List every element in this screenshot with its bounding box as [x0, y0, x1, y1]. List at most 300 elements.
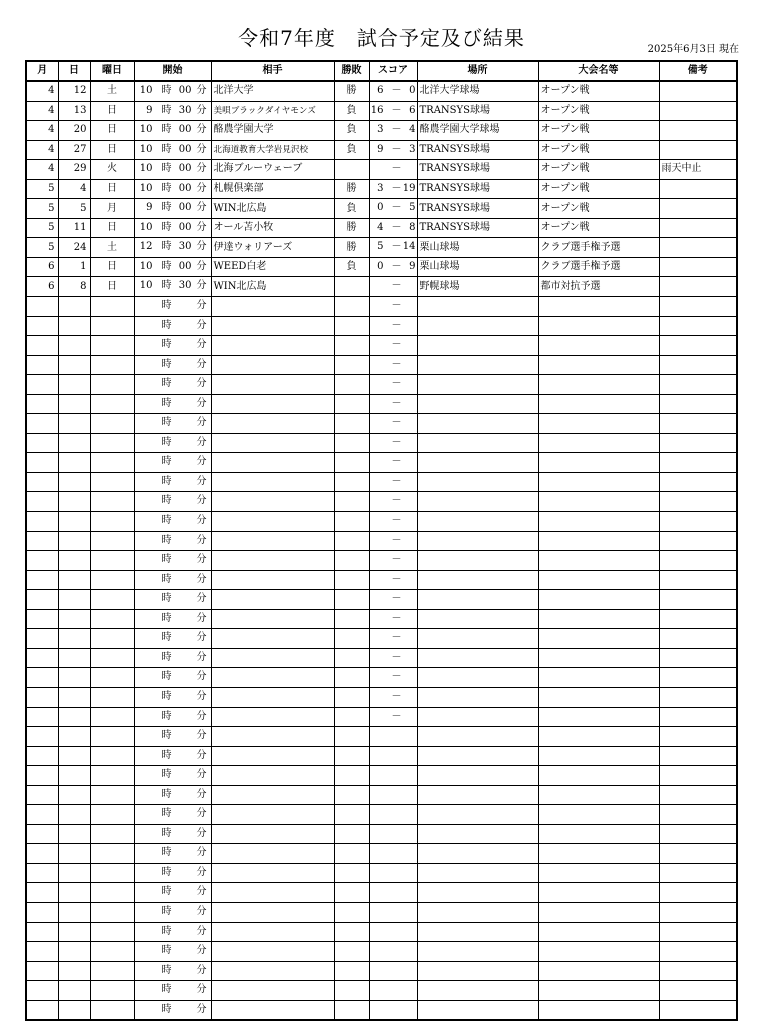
score-cell: [369, 902, 417, 922]
month-cell: [27, 824, 58, 844]
day-cell: [58, 355, 90, 375]
start-time-cell: [134, 668, 211, 688]
score-cell: [369, 981, 417, 1001]
opponent-cell: [211, 570, 334, 590]
score-cell: [369, 140, 417, 160]
opponent-cell: [211, 492, 334, 512]
month-cell: [27, 492, 58, 512]
result-cell: [334, 805, 369, 825]
start-minute: 30: [178, 241, 192, 253]
hour-label: 時: [161, 808, 172, 820]
day-cell: [58, 707, 90, 727]
note-cell: [659, 140, 736, 160]
start-minute: 00: [178, 143, 192, 155]
month-cell: [27, 336, 58, 356]
hour-label: 時: [161, 905, 172, 917]
weekday-cell: [90, 981, 134, 1001]
hour-label: 時: [161, 163, 172, 175]
minute-label: 分: [196, 475, 207, 487]
venue-cell: TRANSYS球場: [417, 199, 538, 219]
result-cell: 勝: [334, 81, 369, 101]
weekday-cell: [90, 609, 134, 629]
opponent-cell: 伊達ウォリアーズ: [211, 238, 334, 258]
score-cell: [369, 766, 417, 786]
event-cell: オープン戦: [538, 140, 659, 160]
venue-cell: [417, 648, 538, 668]
score-left: 3: [377, 182, 384, 194]
score-cell: [369, 316, 417, 336]
table-row: [27, 961, 736, 981]
table-row: [27, 687, 736, 707]
hour-label: 時: [161, 534, 172, 546]
hour-label: 時: [161, 300, 172, 312]
venue-cell: [417, 844, 538, 864]
note-cell: [659, 629, 736, 649]
score-dash: －: [391, 397, 402, 409]
month-cell: 4: [27, 140, 58, 160]
table-row: [27, 805, 736, 825]
score-left: 4: [377, 221, 384, 233]
month-cell: [27, 453, 58, 473]
event-cell: オープン戦: [538, 199, 659, 219]
minute-label: 分: [196, 573, 207, 585]
score-cell: [369, 609, 417, 629]
table-row: [27, 609, 736, 629]
opponent-cell: [211, 453, 334, 473]
start-time-cell: [134, 746, 211, 766]
month-cell: [27, 668, 58, 688]
opponent-cell: [211, 648, 334, 668]
score-left: 0: [377, 202, 384, 214]
month-cell: 5: [27, 238, 58, 258]
day-cell: 27: [58, 140, 90, 160]
venue-cell: [417, 590, 538, 610]
event-cell: [538, 316, 659, 336]
minute-label: 分: [196, 827, 207, 839]
note-cell: [659, 746, 736, 766]
venue-cell: [417, 981, 538, 1001]
schedule-table: [27, 62, 736, 1019]
hour-label: 時: [161, 515, 172, 527]
result-cell: 負: [334, 101, 369, 121]
score-right: 5: [409, 202, 416, 214]
day-cell: [58, 472, 90, 492]
note-cell: [659, 297, 736, 317]
note-cell: [659, 512, 736, 532]
note-cell: [659, 805, 736, 825]
result-cell: [334, 824, 369, 844]
event-cell: オープン戦: [538, 121, 659, 141]
venue-cell: [417, 746, 538, 766]
event-cell: [538, 687, 659, 707]
score-dash: －: [391, 573, 402, 585]
table-row: [27, 81, 736, 101]
weekday-cell: [90, 453, 134, 473]
opponent-cell: 酪農学園大学: [211, 121, 334, 141]
day-cell: [58, 375, 90, 395]
weekday-cell: [90, 433, 134, 453]
start-time-cell: [134, 160, 211, 180]
result-cell: [334, 453, 369, 473]
weekday-cell: [90, 902, 134, 922]
schedule-sheet: [25, 60, 738, 1021]
day-cell: [58, 902, 90, 922]
month-cell: [27, 746, 58, 766]
score-left: 16: [370, 104, 384, 116]
month-cell: [27, 316, 58, 336]
note-cell: [659, 179, 736, 199]
day-cell: [58, 668, 90, 688]
table-row: [27, 1000, 736, 1019]
hour-label: 時: [161, 730, 172, 742]
opponent-cell: [211, 590, 334, 610]
weekday-cell: [90, 355, 134, 375]
venue-cell: [417, 961, 538, 981]
month-cell: [27, 922, 58, 942]
result-cell: [334, 492, 369, 512]
weekday-cell: 日: [90, 179, 134, 199]
start-time-cell: [134, 121, 211, 141]
score-dash: －: [391, 280, 402, 292]
day-cell: 13: [58, 101, 90, 121]
weekday-cell: [90, 961, 134, 981]
weekday-cell: [90, 394, 134, 414]
start-time-cell: [134, 238, 211, 258]
weekday-cell: [90, 863, 134, 883]
table-row: [27, 512, 736, 532]
table-row: [27, 453, 736, 473]
minute-label: 分: [196, 241, 207, 253]
result-cell: [334, 785, 369, 805]
month-cell: [27, 961, 58, 981]
weekday-cell: [90, 1000, 134, 1019]
table-row: [27, 746, 736, 766]
weekday-cell: 日: [90, 257, 134, 277]
note-cell: [659, 121, 736, 141]
day-cell: [58, 590, 90, 610]
score-dash: －: [391, 436, 402, 448]
hour-label: 時: [161, 749, 172, 761]
venue-cell: [417, 824, 538, 844]
start-minute: 30: [178, 104, 192, 116]
opponent-cell: [211, 1000, 334, 1019]
day-cell: [58, 336, 90, 356]
result-cell: [334, 590, 369, 610]
venue-cell: 酪農学園大学球場: [417, 121, 538, 141]
opponent-cell: [211, 863, 334, 883]
result-cell: [334, 277, 369, 297]
table-row: [27, 218, 736, 238]
table-row: [27, 727, 736, 747]
opponent-cell: [211, 785, 334, 805]
opponent-cell: [211, 472, 334, 492]
hour-label: 時: [161, 827, 172, 839]
weekday-cell: [90, 531, 134, 551]
score-cell: [369, 218, 417, 238]
score-cell: [369, 453, 417, 473]
table-row: [27, 981, 736, 1001]
table-row: [27, 121, 736, 141]
minute-label: 分: [196, 847, 207, 859]
note-cell: [659, 668, 736, 688]
minute-label: 分: [196, 300, 207, 312]
opponent-cell: [211, 297, 334, 317]
note-cell: [659, 1000, 736, 1019]
score-dash: －: [391, 632, 402, 644]
opponent-cell: [211, 844, 334, 864]
note-cell: [659, 199, 736, 219]
venue-cell: 北洋大学球場: [417, 81, 538, 101]
hour-label: 時: [161, 573, 172, 585]
day-cell: 8: [58, 277, 90, 297]
opponent-cell: 北海道教育大学岩見沢校: [211, 140, 334, 160]
table-row: [27, 336, 736, 356]
minute-label: 分: [196, 319, 207, 331]
event-cell: [538, 961, 659, 981]
start-time-cell: [134, 101, 211, 121]
score-cell: [369, 551, 417, 571]
weekday-cell: [90, 551, 134, 571]
result-cell: [334, 942, 369, 962]
minute-label: 分: [196, 85, 207, 96]
score-right: 19: [402, 182, 416, 194]
minute-label: 分: [196, 339, 207, 351]
table-row: [27, 433, 736, 453]
result-cell: [334, 531, 369, 551]
opponent-cell: [211, 746, 334, 766]
score-dash: －: [391, 690, 402, 702]
month-cell: [27, 551, 58, 571]
weekday-cell: [90, 922, 134, 942]
weekday-cell: 火: [90, 160, 134, 180]
score-left: 9: [377, 143, 384, 155]
hour-label: 時: [161, 886, 172, 898]
venue-cell: [417, 492, 538, 512]
note-cell: [659, 218, 736, 238]
start-hour: 12: [139, 241, 153, 253]
month-cell: 4: [27, 101, 58, 121]
score-dash: －: [391, 378, 402, 390]
score-cell: [369, 199, 417, 219]
note-cell: [659, 551, 736, 571]
note-cell: [659, 961, 736, 981]
score-dash: －: [391, 221, 402, 233]
day-cell: [58, 453, 90, 473]
minute-label: 分: [196, 143, 207, 155]
note-cell: [659, 355, 736, 375]
score-dash: －: [391, 358, 402, 370]
score-cell: [369, 629, 417, 649]
opponent-cell: WIN北広島: [211, 199, 334, 219]
result-cell: [334, 668, 369, 688]
hour-label: 時: [161, 690, 172, 702]
note-cell: [659, 257, 736, 277]
hour-label: 時: [161, 202, 172, 214]
col-event: 大会名等: [538, 62, 659, 81]
hour-label: 時: [161, 964, 172, 976]
table-row: [27, 648, 736, 668]
month-cell: [27, 707, 58, 727]
event-cell: [538, 629, 659, 649]
minute-label: 分: [196, 651, 207, 663]
start-hour: 10: [139, 163, 153, 175]
note-cell: [659, 883, 736, 903]
minute-label: 分: [196, 495, 207, 507]
weekday-cell: [90, 297, 134, 317]
start-time-cell: [134, 1000, 211, 1019]
day-cell: [58, 785, 90, 805]
start-time-cell: [134, 433, 211, 453]
event-cell: [538, 472, 659, 492]
minute-label: 分: [196, 710, 207, 722]
result-cell: [334, 687, 369, 707]
day-cell: [58, 433, 90, 453]
opponent-cell: [211, 512, 334, 532]
note-cell: [659, 394, 736, 414]
day-cell: [58, 414, 90, 434]
month-cell: [27, 648, 58, 668]
event-cell: オープン戦: [538, 101, 659, 121]
start-time-cell: [134, 727, 211, 747]
event-cell: [538, 727, 659, 747]
table-row: [27, 101, 736, 121]
minute-label: 分: [196, 749, 207, 761]
weekday-cell: 日: [90, 121, 134, 141]
minute-label: 分: [196, 632, 207, 644]
event-cell: [538, 531, 659, 551]
start-time-cell: [134, 394, 211, 414]
start-time-cell: [134, 453, 211, 473]
score-cell: [369, 238, 417, 258]
score-cell: [369, 570, 417, 590]
venue-cell: [417, 375, 538, 395]
start-time-cell: [134, 472, 211, 492]
hour-label: 時: [161, 378, 172, 390]
start-time-cell: [134, 570, 211, 590]
event-cell: [538, 433, 659, 453]
start-time-cell: [134, 863, 211, 883]
weekday-cell: [90, 707, 134, 727]
start-time-cell: [134, 883, 211, 903]
col-result: 勝敗: [334, 62, 369, 81]
event-cell: [538, 355, 659, 375]
result-cell: [334, 746, 369, 766]
month-cell: 6: [27, 277, 58, 297]
venue-cell: [417, 316, 538, 336]
month-cell: [27, 512, 58, 532]
venue-cell: [417, 668, 538, 688]
minute-label: 分: [196, 1003, 207, 1015]
score-cell: [369, 277, 417, 297]
event-cell: オープン戦: [538, 218, 659, 238]
score-cell: [369, 648, 417, 668]
event-cell: クラブ選手権予選: [538, 257, 659, 277]
note-cell: [659, 101, 736, 121]
score-right: 6: [409, 104, 416, 116]
score-dash: －: [391, 515, 402, 527]
day-cell: [58, 746, 90, 766]
score-cell: [369, 355, 417, 375]
start-time-cell: [134, 297, 211, 317]
venue-cell: 栗山球場: [417, 238, 538, 258]
minute-label: 分: [196, 730, 207, 742]
score-cell: [369, 942, 417, 962]
opponent-cell: [211, 766, 334, 786]
start-hour: 10: [139, 182, 153, 194]
start-minute: 00: [178, 163, 192, 175]
day-cell: [58, 512, 90, 532]
day-cell: 5: [58, 199, 90, 219]
month-cell: [27, 766, 58, 786]
venue-cell: [417, 766, 538, 786]
event-cell: オープン戦: [538, 179, 659, 199]
month-cell: [27, 609, 58, 629]
start-time-cell: [134, 414, 211, 434]
minute-label: 分: [196, 808, 207, 820]
score-left: 5: [377, 241, 384, 253]
score-dash: －: [391, 651, 402, 663]
hour-label: 時: [161, 182, 172, 194]
col-start: 開始: [134, 62, 211, 81]
table-row: [27, 531, 736, 551]
venue-cell: [417, 687, 538, 707]
hour-label: 時: [161, 339, 172, 351]
event-cell: [538, 297, 659, 317]
weekday-cell: [90, 844, 134, 864]
month-cell: [27, 472, 58, 492]
result-cell: [334, 414, 369, 434]
note-cell: [659, 648, 736, 668]
day-cell: [58, 727, 90, 747]
day-cell: [58, 609, 90, 629]
col-venue: 場所: [417, 62, 538, 81]
weekday-cell: [90, 824, 134, 844]
hour-label: 時: [161, 456, 172, 468]
start-time-cell: [134, 766, 211, 786]
hour-label: 時: [161, 260, 172, 272]
score-dash: －: [391, 85, 402, 96]
hour-label: 時: [161, 495, 172, 507]
start-time-cell: [134, 140, 211, 160]
day-cell: 20: [58, 121, 90, 141]
result-cell: 負: [334, 257, 369, 277]
result-cell: [334, 433, 369, 453]
table-row: [27, 707, 736, 727]
start-hour: 10: [139, 85, 153, 96]
hour-label: 時: [161, 866, 172, 878]
table-row: [27, 316, 736, 336]
event-cell: [538, 336, 659, 356]
start-time-cell: [134, 629, 211, 649]
venue-cell: TRANSYS球場: [417, 179, 538, 199]
weekday-cell: [90, 648, 134, 668]
minute-label: 分: [196, 182, 207, 194]
hour-label: 時: [161, 554, 172, 566]
month-cell: [27, 629, 58, 649]
result-cell: 負: [334, 140, 369, 160]
start-time-cell: [134, 81, 211, 101]
note-cell: [659, 277, 736, 297]
start-minute: 00: [178, 202, 192, 214]
minute-label: 分: [196, 124, 207, 136]
minute-label: 分: [196, 945, 207, 957]
score-cell: [369, 883, 417, 903]
day-cell: [58, 394, 90, 414]
score-dash: －: [391, 671, 402, 683]
month-cell: 5: [27, 218, 58, 238]
minute-label: 分: [196, 534, 207, 546]
table-row: [27, 629, 736, 649]
